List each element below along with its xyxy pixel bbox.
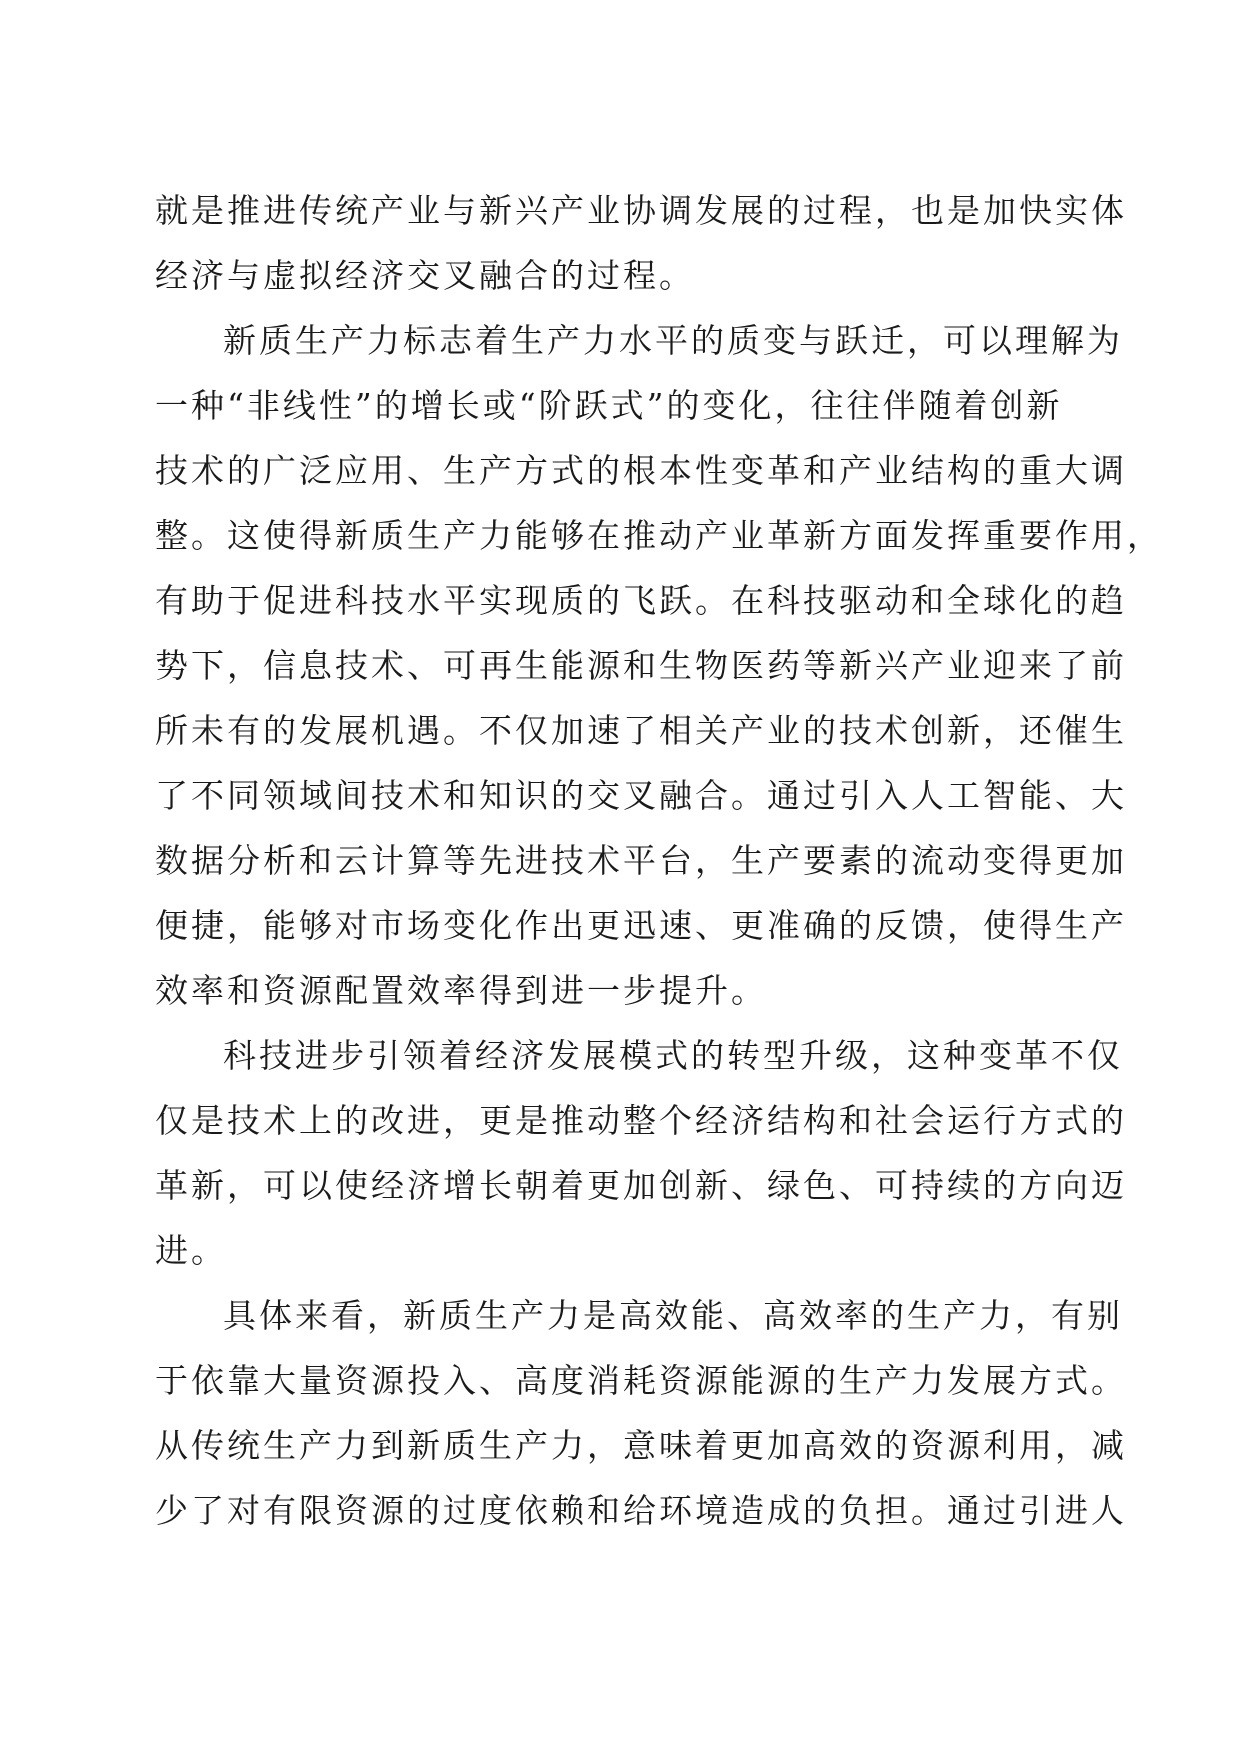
text-line-18-paragraph-start: 具体来看，新质生产力是高效能、高效率的生产力，有别 [223,1296,1123,1335]
text-line-21: 少了对有限资源的过度依赖和给环境造成的负担。通过引进人 [155,1491,1127,1530]
text-line-1: 就是推进传统产业与新兴产业协调发展的过程，也是加快实体 [155,191,1127,230]
text-line-17: 进。 [155,1231,227,1270]
body-text [155,178,1163,1543]
text-line-8: 势下，信息技术、可再生能源和生物医药等新兴产业迎来了前 [155,646,1127,685]
text-line-2: 经济与虚拟经济交叉融合的过程。 [155,256,695,295]
text-line-6: 整。这使得新质生产力能够在推动产业革新方面发挥重要作用， [155,516,1163,555]
text-line-10: 了不同领域间技术和知识的交叉融合。通过引入人工智能、大 [155,776,1127,815]
text-line-15: 仅是技术上的改进，更是推动整个经济结构和社会运行方式的 [155,1101,1127,1140]
text-line-7: 有助于促进科技水平实现质的飞跃。在科技驱动和全球化的趋 [155,581,1127,620]
text-line-16: 革新，可以使经济增长朝着更加创新、绿色、可持续的方向迈 [155,1166,1127,1205]
text-line-5: 技术的广泛应用、生产方式的根本性变革和产业结构的重大调 [155,451,1127,490]
text-line-3-paragraph-start: 新质生产力标志着生产力水平的质变与跃迁，可以理解为 [223,321,1123,360]
text-line-11: 数据分析和云计算等先进技术平台，生产要素的流动变得更加 [155,841,1127,880]
text-line-14-paragraph-start: 科技进步引领着经济发展模式的转型升级，这种变革不仅 [223,1036,1123,1075]
text-line-13: 效率和资源配置效率得到进一步提升。 [155,971,767,1010]
text-line-9: 所未有的发展机遇。不仅加速了相关产业的技术创新，还催生 [155,711,1127,750]
text-line-4: 一种“非线性”的增长或“阶跃式”的变化，往往伴随着创新 [155,386,1063,425]
text-line-20: 从传统生产力到新质生产力，意味着更加高效的资源利用，减 [155,1426,1127,1465]
text-line-19: 于依靠大量资源投入、高度消耗资源能源的生产力发展方式。 [155,1361,1127,1400]
text-line-12: 便捷，能够对市场变化作出更迅速、更准确的反馈，使得生产 [155,906,1127,945]
